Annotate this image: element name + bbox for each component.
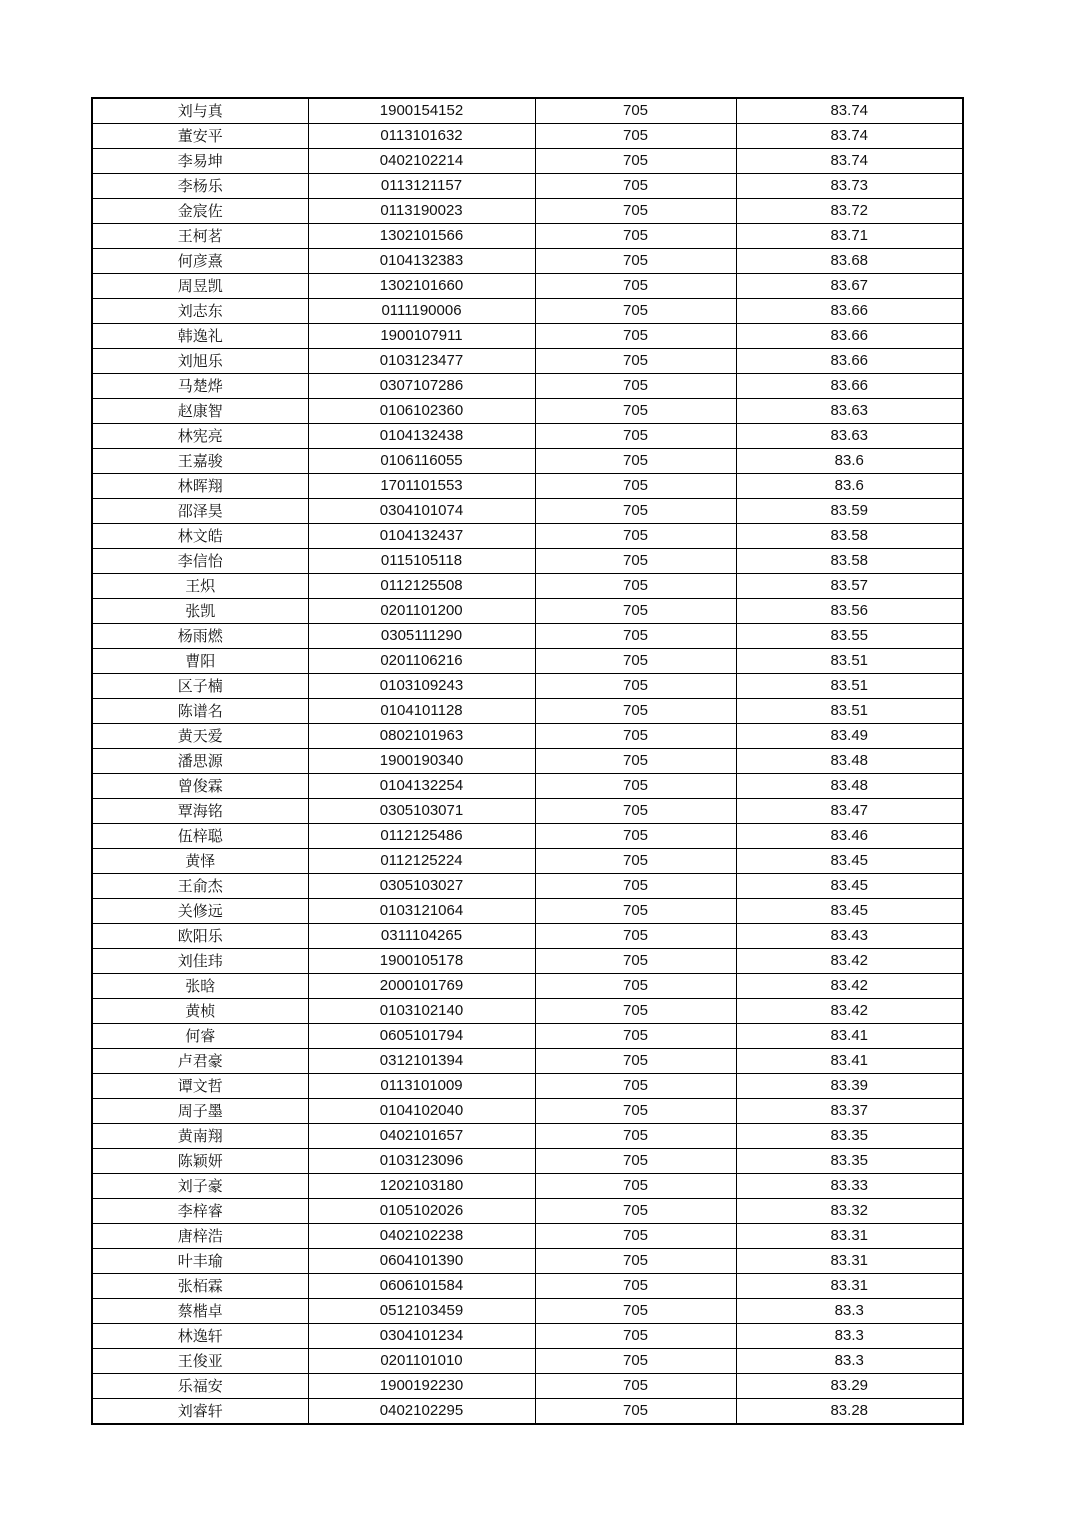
code-cell: 705 [535, 1224, 736, 1249]
code-cell: 705 [535, 299, 736, 324]
score-cell: 83.32 [736, 1199, 963, 1224]
table-row [92, 449, 963, 474]
id-cell: 0304101234 [308, 1324, 535, 1349]
id-cell: 0402101657 [308, 1124, 535, 1149]
name-cell: 韩逸礼 [92, 324, 308, 349]
id-cell: 0106116055 [308, 449, 535, 474]
id-cell: 0103123096 [308, 1149, 535, 1174]
code-cell: 705 [535, 849, 736, 874]
id-cell: 0104132383 [308, 249, 535, 274]
name-cell: 谭文哲 [92, 1074, 308, 1099]
name-cell: 刘旭乐 [92, 349, 308, 374]
code-cell: 705 [535, 1324, 736, 1349]
name-cell: 李梓睿 [92, 1199, 308, 1224]
score-cell: 83.49 [736, 724, 963, 749]
score-cell: 83.66 [736, 374, 963, 399]
name-cell: 关修远 [92, 899, 308, 924]
code-cell: 705 [535, 874, 736, 899]
code-cell: 705 [535, 1299, 736, 1324]
id-cell: 0103109243 [308, 674, 535, 699]
code-cell: 705 [535, 1074, 736, 1099]
score-cell: 83.66 [736, 324, 963, 349]
score-cell: 83.56 [736, 599, 963, 624]
table-row [92, 424, 963, 449]
name-cell: 马楚烨 [92, 374, 308, 399]
score-cell: 83.35 [736, 1149, 963, 1174]
name-cell: 黄南翔 [92, 1124, 308, 1149]
name-cell: 蔡楷卓 [92, 1299, 308, 1324]
table-row [92, 549, 963, 574]
table-row [92, 474, 963, 499]
table-row [92, 674, 963, 699]
id-cell: 1302101566 [308, 224, 535, 249]
name-cell: 邵泽昊 [92, 499, 308, 524]
name-cell: 王俊亚 [92, 1349, 308, 1374]
code-cell: 705 [535, 649, 736, 674]
code-cell: 705 [535, 899, 736, 924]
table-row [92, 1074, 963, 1099]
id-cell: 1900107911 [308, 324, 535, 349]
table-row [92, 199, 963, 224]
table-row [92, 1024, 963, 1049]
name-cell: 覃海铭 [92, 799, 308, 824]
score-cell: 83.31 [736, 1274, 963, 1299]
table-row [92, 1224, 963, 1249]
code-cell: 705 [535, 499, 736, 524]
code-cell: 705 [535, 349, 736, 374]
name-cell: 黄天爱 [92, 724, 308, 749]
table-row [92, 149, 963, 174]
name-cell: 乐福安 [92, 1374, 308, 1399]
code-cell: 705 [535, 124, 736, 149]
table-row [92, 1099, 963, 1124]
score-cell: 83.51 [736, 674, 963, 699]
table-row [92, 174, 963, 199]
name-cell: 刘佳玮 [92, 949, 308, 974]
score-cell: 83.43 [736, 924, 963, 949]
table-row [92, 349, 963, 374]
name-cell: 张晗 [92, 974, 308, 999]
name-cell: 王柯茗 [92, 224, 308, 249]
score-cell: 83.3 [736, 1324, 963, 1349]
code-cell: 705 [535, 98, 736, 124]
table-row [92, 649, 963, 674]
id-cell: 1900192230 [308, 1374, 535, 1399]
code-cell: 705 [535, 149, 736, 174]
score-cell: 83.47 [736, 799, 963, 824]
name-cell: 区子楠 [92, 674, 308, 699]
id-cell: 0512103459 [308, 1299, 535, 1324]
name-cell: 欧阳乐 [92, 924, 308, 949]
score-table-body [92, 98, 963, 1424]
score-cell: 83.42 [736, 974, 963, 999]
name-cell: 赵康智 [92, 399, 308, 424]
table-row [92, 1299, 963, 1324]
name-cell: 林文皓 [92, 524, 308, 549]
score-cell: 83.58 [736, 549, 963, 574]
id-cell: 0305111290 [308, 624, 535, 649]
id-cell: 0201106216 [308, 649, 535, 674]
id-cell: 1701101553 [308, 474, 535, 499]
name-cell: 黄桢 [92, 999, 308, 1024]
code-cell: 705 [535, 1149, 736, 1174]
name-cell: 潘思源 [92, 749, 308, 774]
score-cell: 83.33 [736, 1174, 963, 1199]
table-row [92, 124, 963, 149]
score-cell: 83.35 [736, 1124, 963, 1149]
table-row [92, 899, 963, 924]
score-cell: 83.59 [736, 499, 963, 524]
score-cell: 83.48 [736, 749, 963, 774]
id-cell: 0103123477 [308, 349, 535, 374]
id-cell: 0606101584 [308, 1274, 535, 1299]
score-cell: 83.42 [736, 949, 963, 974]
table-row [92, 924, 963, 949]
id-cell: 0113101632 [308, 124, 535, 149]
id-cell: 0103102140 [308, 999, 535, 1024]
name-cell: 林逸轩 [92, 1324, 308, 1349]
score-cell: 83.73 [736, 174, 963, 199]
score-cell: 83.41 [736, 1024, 963, 1049]
table-row [92, 1349, 963, 1374]
id-cell: 0312101394 [308, 1049, 535, 1074]
table-row [92, 974, 963, 999]
code-cell: 705 [535, 1024, 736, 1049]
score-cell: 83.42 [736, 999, 963, 1024]
score-cell: 83.68 [736, 249, 963, 274]
table-row [92, 1199, 963, 1224]
table-row [92, 824, 963, 849]
id-cell: 0104101128 [308, 699, 535, 724]
code-cell: 705 [535, 474, 736, 499]
id-cell: 0112125224 [308, 849, 535, 874]
code-cell: 705 [535, 1374, 736, 1399]
name-cell: 林晖翔 [92, 474, 308, 499]
code-cell: 705 [535, 199, 736, 224]
id-cell: 0104132437 [308, 524, 535, 549]
table-row [92, 749, 963, 774]
code-cell: 705 [535, 824, 736, 849]
score-cell: 83.39 [736, 1074, 963, 1099]
name-cell: 刘与真 [92, 98, 308, 124]
code-cell: 705 [535, 949, 736, 974]
name-cell: 刘子豪 [92, 1174, 308, 1199]
id-cell: 0304101074 [308, 499, 535, 524]
id-cell: 0402102238 [308, 1224, 535, 1249]
name-cell: 李信怡 [92, 549, 308, 574]
id-cell: 0201101200 [308, 599, 535, 624]
table-row [92, 1049, 963, 1074]
id-cell: 0104132438 [308, 424, 535, 449]
table-row [92, 699, 963, 724]
score-cell: 83.51 [736, 699, 963, 724]
code-cell: 705 [535, 674, 736, 699]
id-cell: 1900154152 [308, 98, 535, 124]
name-cell: 周子墨 [92, 1099, 308, 1124]
name-cell: 唐梓浩 [92, 1224, 308, 1249]
table-row [92, 599, 963, 624]
code-cell: 705 [535, 749, 736, 774]
code-cell: 705 [535, 1124, 736, 1149]
id-cell: 0115105118 [308, 549, 535, 574]
table-row [92, 624, 963, 649]
table-row [92, 1274, 963, 1299]
score-cell: 83.45 [736, 899, 963, 924]
code-cell: 705 [535, 1174, 736, 1199]
id-cell: 0105102026 [308, 1199, 535, 1224]
id-cell: 1900190340 [308, 749, 535, 774]
code-cell: 705 [535, 724, 736, 749]
id-cell: 0605101794 [308, 1024, 535, 1049]
name-cell: 金宸佐 [92, 199, 308, 224]
name-cell: 黄怿 [92, 849, 308, 874]
code-cell: 705 [535, 774, 736, 799]
code-cell: 705 [535, 1049, 736, 1074]
table-row [92, 499, 963, 524]
table-row [92, 874, 963, 899]
code-cell: 705 [535, 549, 736, 574]
code-cell: 705 [535, 924, 736, 949]
table-row [92, 849, 963, 874]
name-cell: 叶丰瑜 [92, 1249, 308, 1274]
name-cell: 陈颖妍 [92, 1149, 308, 1174]
code-cell: 705 [535, 624, 736, 649]
table-row [92, 274, 963, 299]
table-row [92, 98, 963, 124]
id-cell: 1900105178 [308, 949, 535, 974]
name-cell: 何彦熹 [92, 249, 308, 274]
name-cell: 王嘉骏 [92, 449, 308, 474]
id-cell: 0112125508 [308, 574, 535, 599]
score-cell: 83.31 [736, 1224, 963, 1249]
id-cell: 0106102360 [308, 399, 535, 424]
table-row [92, 949, 963, 974]
score-cell: 83.29 [736, 1374, 963, 1399]
score-cell: 83.66 [736, 349, 963, 374]
score-cell: 83.48 [736, 774, 963, 799]
id-cell: 0201101010 [308, 1349, 535, 1374]
table-row [92, 299, 963, 324]
name-cell: 李杨乐 [92, 174, 308, 199]
score-cell: 83.72 [736, 199, 963, 224]
score-cell: 83.37 [736, 1099, 963, 1124]
id-cell: 0103121064 [308, 899, 535, 924]
name-cell: 刘睿轩 [92, 1399, 308, 1425]
code-cell: 705 [535, 974, 736, 999]
table-row [92, 774, 963, 799]
code-cell: 705 [535, 524, 736, 549]
name-cell: 张凯 [92, 599, 308, 624]
code-cell: 705 [535, 1199, 736, 1224]
code-cell: 705 [535, 699, 736, 724]
id-cell: 0402102214 [308, 149, 535, 174]
name-cell: 杨雨燃 [92, 624, 308, 649]
score-cell: 83.63 [736, 424, 963, 449]
score-cell: 83.46 [736, 824, 963, 849]
name-cell: 何睿 [92, 1024, 308, 1049]
code-cell: 705 [535, 249, 736, 274]
code-cell: 705 [535, 399, 736, 424]
score-cell: 83.63 [736, 399, 963, 424]
name-cell: 曾俊霖 [92, 774, 308, 799]
code-cell: 705 [535, 274, 736, 299]
name-cell: 伍梓聪 [92, 824, 308, 849]
table-row [92, 1374, 963, 1399]
code-cell: 705 [535, 599, 736, 624]
id-cell: 0307107286 [308, 374, 535, 399]
name-cell: 张栢霖 [92, 1274, 308, 1299]
score-cell: 83.55 [736, 624, 963, 649]
table-row [92, 799, 963, 824]
score-cell: 83.45 [736, 849, 963, 874]
id-cell: 0113101009 [308, 1074, 535, 1099]
score-cell: 83.74 [736, 124, 963, 149]
code-cell: 705 [535, 1274, 736, 1299]
score-cell: 83.51 [736, 649, 963, 674]
name-cell: 王炽 [92, 574, 308, 599]
table-row [92, 224, 963, 249]
score-cell: 83.28 [736, 1399, 963, 1425]
score-cell: 83.31 [736, 1249, 963, 1274]
score-cell: 83.57 [736, 574, 963, 599]
table-row [92, 1399, 963, 1425]
table-row [92, 1124, 963, 1149]
id-cell: 0112125486 [308, 824, 535, 849]
code-cell: 705 [535, 574, 736, 599]
table-row [92, 324, 963, 349]
table-row [92, 524, 963, 549]
code-cell: 705 [535, 174, 736, 199]
code-cell: 705 [535, 1099, 736, 1124]
score-cell: 83.41 [736, 1049, 963, 1074]
name-cell: 刘志东 [92, 299, 308, 324]
id-cell: 1302101660 [308, 274, 535, 299]
id-cell: 0604101390 [308, 1249, 535, 1274]
score-cell: 83.67 [736, 274, 963, 299]
table-row [92, 999, 963, 1024]
id-cell: 0113121157 [308, 174, 535, 199]
code-cell: 705 [535, 449, 736, 474]
score-cell: 83.6 [736, 474, 963, 499]
code-cell: 705 [535, 224, 736, 249]
id-cell: 2000101769 [308, 974, 535, 999]
score-cell: 83.3 [736, 1299, 963, 1324]
table-row [92, 249, 963, 274]
name-cell: 卢君豪 [92, 1049, 308, 1074]
id-cell: 0305103027 [308, 874, 535, 899]
code-cell: 705 [535, 424, 736, 449]
score-cell: 83.71 [736, 224, 963, 249]
id-cell: 0311104265 [308, 924, 535, 949]
table-row [92, 1249, 963, 1274]
score-cell: 83.6 [736, 449, 963, 474]
name-cell: 李易坤 [92, 149, 308, 174]
id-cell: 0104102040 [308, 1099, 535, 1124]
name-cell: 林宪亮 [92, 424, 308, 449]
score-cell: 83.45 [736, 874, 963, 899]
table-row [92, 724, 963, 749]
table-row [92, 374, 963, 399]
name-cell: 董安平 [92, 124, 308, 149]
name-cell: 周昱凯 [92, 274, 308, 299]
table-row [92, 1149, 963, 1174]
table-row [92, 399, 963, 424]
code-cell: 705 [535, 999, 736, 1024]
score-cell: 83.3 [736, 1349, 963, 1374]
score-table [91, 97, 964, 1425]
name-cell: 曹阳 [92, 649, 308, 674]
score-cell: 83.74 [736, 98, 963, 124]
id-cell: 0402102295 [308, 1399, 535, 1425]
code-cell: 705 [535, 374, 736, 399]
code-cell: 705 [535, 1399, 736, 1425]
id-cell: 0104132254 [308, 774, 535, 799]
code-cell: 705 [535, 799, 736, 824]
id-cell: 0113190023 [308, 199, 535, 224]
score-cell: 83.58 [736, 524, 963, 549]
table-row [92, 1324, 963, 1349]
code-cell: 705 [535, 1249, 736, 1274]
code-cell: 705 [535, 324, 736, 349]
table-row [92, 1174, 963, 1199]
id-cell: 0111190006 [308, 299, 535, 324]
name-cell: 陈谱名 [92, 699, 308, 724]
table-row [92, 574, 963, 599]
score-cell: 83.74 [736, 149, 963, 174]
code-cell: 705 [535, 1349, 736, 1374]
name-cell: 王俞杰 [92, 874, 308, 899]
score-cell: 83.66 [736, 299, 963, 324]
id-cell: 1202103180 [308, 1174, 535, 1199]
id-cell: 0305103071 [308, 799, 535, 824]
id-cell: 0802101963 [308, 724, 535, 749]
